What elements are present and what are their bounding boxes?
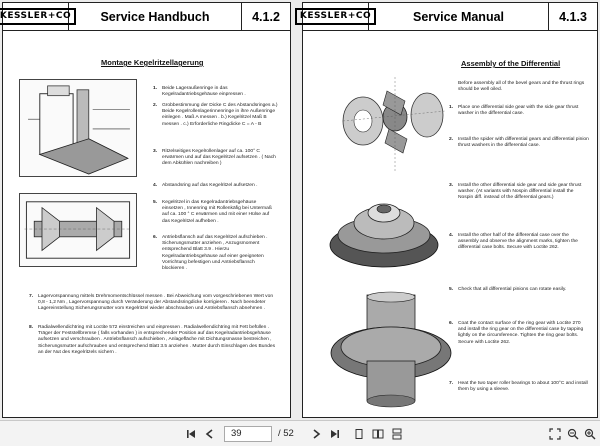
pinion-bearing-figure — [19, 79, 137, 177]
zoom-out-icon[interactable] — [566, 427, 580, 441]
step-1: 1. Place one differential side gear with the side gear thrust washer in the differential case. — [449, 105, 579, 117]
differential-case-figure — [325, 183, 443, 277]
first-page-icon[interactable] — [184, 427, 198, 441]
page-separator — [293, 0, 300, 420]
page-header — [299, 3, 597, 31]
page-left — [2, 2, 291, 418]
differential-exploded-figure — [333, 71, 451, 181]
step-8: 8. Radialwellendichtring mit Loctite 572 einstreichen und einpressen . Radialwellendichtring mit Fett befüllen . Träger der Feststellbremse ( falls vorhanden ) in entsprechender Position auf das Kegelradantriebsgehäuse aufsetzen und verschrauben . Antriebsflansch aufschieben , Anlagefläche mit Dichtungsmasse bestreichen , Sicherungsmutter aufschrauben und entsprechend Blatt 3.5 anziehen . Mutter durch Einschlagen des Bundes an der Nut des Kegelritzels sichern . — [29, 325, 276, 355]
logo — [0, 3, 72, 30]
page-title: Service Manual — [369, 3, 549, 30]
section-number: 4.1.3 — [559, 9, 587, 24]
ring-gear-figure — [327, 291, 455, 413]
step-2: 2. Grobbestimmung der Dicke C des Abstandsringes a.) Beide Kegelrollenlagerinnenringe in ihre Außenringe einlegen . Maß A messen . b.) Kegelritzel Maß B messen . c.) Erforderliche Ringdicke C = A - B — [153, 103, 278, 127]
step-7: 7. Lagervorspannung mittels Drehmomentschlüssel messen . Bei Abweichung vom vorgeschriebenen Wert von 0,8 - 1,2 Nm , Lagervorspannung durch Veränderung der Abstandsringdicke korrigieren . Nach beendeter Lagereinstellung Sicherungsmutter vom Kegelritzel wieder abschrauben und Antriebsflansch abnehmen . — [29, 294, 274, 312]
section-title: Montage Kegelritzellagerung — [101, 58, 204, 67]
step-3: 3. Ritzelseitiges Kegelrollenlager auf ca. 100° C erwärmen und auf das Kegelritzel aufsetzen . ( Nach dem Abkühlen nachreiben ) — [153, 149, 276, 167]
intro-note: Before assembly all of the bevel gears and the thrust rings should be well oiled. — [458, 81, 585, 93]
previous-page-icon[interactable] — [203, 427, 217, 441]
page-right — [299, 2, 598, 418]
logo — [299, 3, 372, 30]
step-7: 7. Heat the two taper roller bearings to about 100°C and install them by using a sleeve. — [449, 381, 588, 393]
zoom-in-icon[interactable] — [583, 427, 597, 441]
step-1: 1. Beide Lageraußenringe in das Kegelradantriebsgehäuse einpressen . — [153, 86, 246, 98]
pinion-housing-figure — [19, 193, 137, 267]
section-title: Assembly of the Differential — [461, 59, 561, 68]
step-3: 3. Install the other differential side gear and side gear thrust washer. (At variants with Nospin differential install the Nospin diff. instead of the differential gears.) — [449, 183, 582, 201]
step-6: 6. Coat the contact surface of the ring gear with Loctite 270 and install the ring gear on the differential case by tapping lightly on the circumference. Tighten the ring gear bolts. Secure with Loctite 262. — [449, 321, 584, 345]
page-header — [0, 3, 290, 31]
fullscreen-icon[interactable] — [548, 427, 562, 441]
logo-text: KESSLER+CO — [0, 8, 76, 25]
single-page-view-icon[interactable] — [352, 427, 366, 441]
step-6: 6. Antriebsflansch auf das Kegelritzel aufschieben . Sicherungsmutter anziehen , Anzugsmoment entsprechend Blatt 3.9 . Hierzu Kegelradantriebsgehäuse auf einer geeigneten Vorrichtung befestigen und Antriebsflansch blockieren . — [153, 235, 268, 272]
logo-text: KESSLER+CO — [295, 8, 376, 25]
section-number: 4.1.2 — [252, 9, 280, 24]
step-2: 2. Install the spider with differential gears and differential pinion thrust washers in the differential case. — [449, 137, 589, 149]
step-5: 5. Kegelritzel in das Kegelradantriebsgehäuse einsetzen , Innenring mit Rollenkäfig bei Untermaß auf ca. 100 ° C erwärmen und mit einer Hülse auf das Kegelritzel aufheben . — [153, 200, 272, 224]
viewer-toolbar — [0, 420, 600, 446]
page-number-input[interactable]: 39 — [224, 426, 272, 442]
continuous-view-icon[interactable] — [390, 427, 404, 441]
last-page-icon[interactable] — [328, 427, 342, 441]
step-4: 4. Abstandsring auf das Kegelritzel aufsetzen . — [153, 183, 258, 188]
page-title: Service Handbuch — [69, 3, 242, 30]
page-total: / 52 — [278, 428, 294, 439]
two-page-view-icon[interactable] — [371, 427, 385, 441]
step-5: 5. Check that all differential pinions can rotate easily. — [449, 287, 567, 292]
step-4: 4. Install the other half of the differential case over the assembly and observe the alignment marks, tighten the differential case bolts. Secure with Loctite 262. — [449, 233, 578, 251]
next-page-icon[interactable] — [309, 427, 323, 441]
